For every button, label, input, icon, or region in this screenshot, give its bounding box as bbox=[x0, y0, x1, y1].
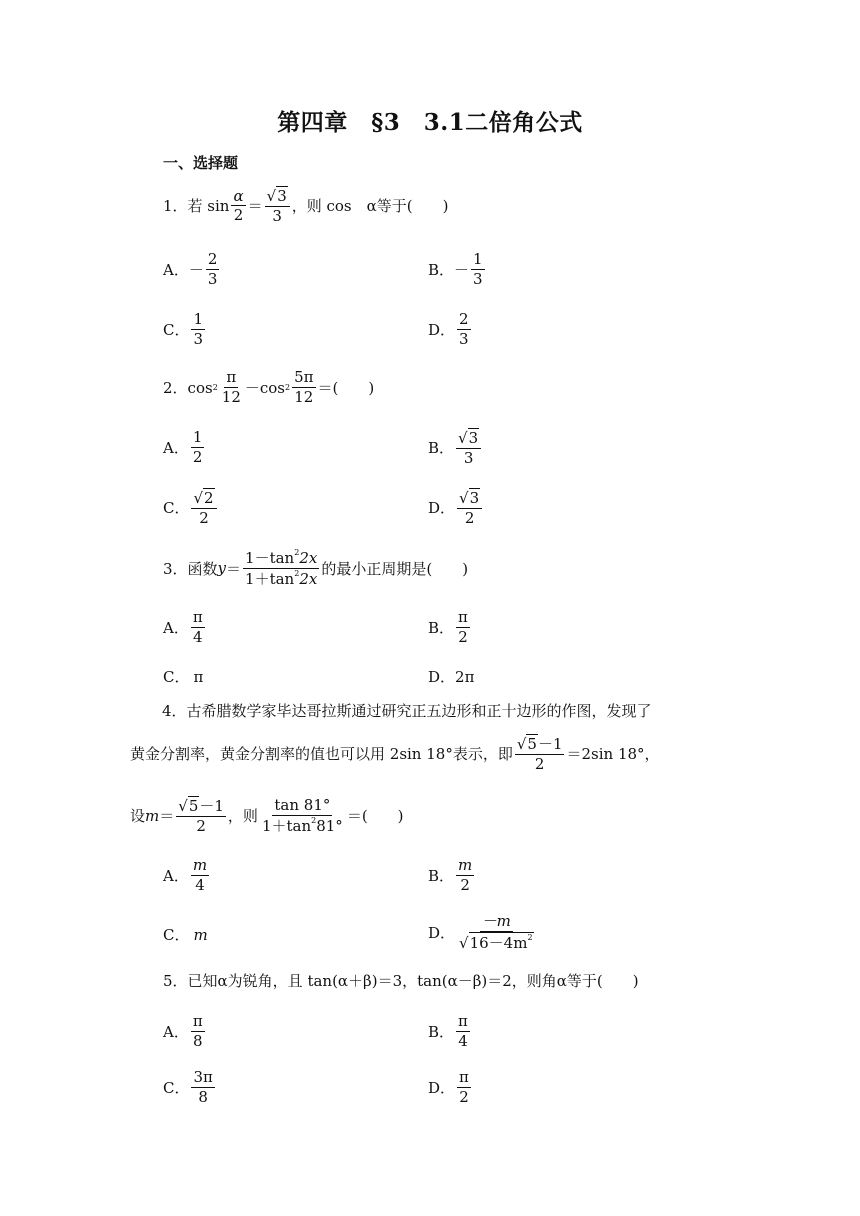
option-label: D． bbox=[428, 320, 456, 339]
q2-sup-2: 2 bbox=[285, 382, 291, 392]
question-2 bbox=[163, 368, 374, 407]
q2-sup-1: 2 bbox=[212, 382, 218, 392]
option-den: 2 bbox=[460, 875, 470, 894]
q4-option-c bbox=[163, 924, 208, 945]
q3-den-tail: 2x bbox=[299, 569, 318, 588]
q5-option-b bbox=[428, 1012, 472, 1051]
option-sign: － bbox=[454, 260, 470, 279]
option-num: 1 bbox=[193, 310, 204, 328]
q4-line3-var: m bbox=[145, 806, 160, 825]
q4-line3-fden-b: 81° bbox=[316, 816, 343, 835]
q4-line2-sqrt: 5 bbox=[527, 735, 537, 753]
option-sqrt: 2 bbox=[204, 489, 214, 507]
q2-f1-den: 12 bbox=[221, 387, 241, 406]
option-den: 2 bbox=[199, 508, 209, 527]
q3-option-b bbox=[428, 608, 472, 647]
option-den: 4 bbox=[195, 875, 205, 894]
q3-var: y bbox=[217, 559, 227, 578]
option-den: 2 bbox=[458, 627, 468, 646]
option-den: 2 bbox=[192, 447, 203, 466]
q3-eq: ＝ bbox=[226, 559, 242, 578]
q3-option-d bbox=[428, 666, 474, 687]
q3-den: 1＋tan bbox=[245, 569, 295, 588]
option-label: D． bbox=[428, 668, 456, 686]
option-label: B． bbox=[428, 1022, 455, 1041]
option-num: 1 bbox=[473, 250, 483, 268]
option-label: B． bbox=[428, 260, 455, 279]
option-den: 3 bbox=[207, 269, 218, 288]
option-num: π bbox=[459, 1068, 469, 1086]
option-label: D． bbox=[428, 499, 456, 518]
q1-frac-num: α bbox=[233, 186, 244, 205]
q3-suffix: 的最小正周期是( ) bbox=[321, 559, 469, 578]
option-num: m bbox=[192, 856, 208, 874]
option-label: C． bbox=[163, 320, 190, 339]
option-den: 8 bbox=[193, 1031, 203, 1050]
option-label: C． bbox=[163, 668, 190, 686]
option-label: C． bbox=[163, 1078, 190, 1097]
option-num: －m bbox=[481, 912, 511, 930]
q2-f2-den: 12 bbox=[294, 387, 314, 406]
section-heading: 一、选择题 bbox=[163, 154, 239, 172]
q5-option-a bbox=[163, 1012, 207, 1051]
q2-prefix: 2．cos bbox=[163, 378, 213, 397]
q1-suffix: ，则 cos α等于( ) bbox=[291, 197, 449, 216]
q3-num-tail: 2x bbox=[299, 549, 318, 567]
option-num: π bbox=[458, 1012, 468, 1030]
q4-line2-text: 黄金分割率，黄金分割率的值也可以用 2sin 18°表示，即 bbox=[130, 745, 513, 764]
q4-line2-tail: ＝2sin 18°， bbox=[566, 745, 660, 764]
option-num: 3π bbox=[193, 1068, 213, 1086]
option-text: m bbox=[193, 925, 208, 944]
q2-option-a bbox=[163, 428, 206, 467]
option-sqrt: 16－4m bbox=[469, 933, 528, 952]
q4-line3-then: ，则 bbox=[227, 807, 258, 826]
option-sqrt: 3 bbox=[469, 489, 480, 507]
q5-option-d bbox=[428, 1068, 473, 1107]
q2-minus: －cos bbox=[244, 378, 286, 397]
q2-option-d: D． √ 3 2 bbox=[428, 488, 484, 528]
option-label: A． bbox=[163, 866, 189, 885]
option-label: C． bbox=[163, 499, 190, 518]
q1-sqrt-fraction: √ 3 3 bbox=[265, 186, 290, 226]
option-num: 2 bbox=[459, 310, 469, 328]
option-sqrt-sup: 2 bbox=[527, 932, 533, 942]
q4-line3-sqrt: 5 bbox=[188, 797, 199, 815]
option-num: m bbox=[458, 856, 473, 874]
q5-option-c bbox=[163, 1068, 217, 1107]
q4-line3-text: 设 bbox=[130, 807, 146, 826]
option-den: 3 bbox=[473, 269, 483, 288]
q1-frac-den: 2 bbox=[233, 206, 244, 225]
question-5: 5．已知α为锐角，且 tan(α＋β)＝3，tan(α－β)＝2，则角α等于( ) bbox=[163, 972, 639, 990]
q4-option-b bbox=[428, 856, 476, 895]
option-den: 8 bbox=[198, 1087, 208, 1106]
option-num: 2 bbox=[207, 250, 218, 268]
option-text: π bbox=[193, 667, 204, 686]
q3-num: 1－tan bbox=[245, 549, 295, 567]
page-title: 第四章 §3 3.1二倍角公式 bbox=[277, 109, 583, 136]
option-num: 1 bbox=[192, 428, 203, 446]
question-1 bbox=[163, 186, 448, 226]
q3-prefix: 3．函数 bbox=[163, 559, 218, 578]
q1-fraction bbox=[231, 187, 245, 226]
q4-line-2: 黄金分割率，黄金分割率的值也可以用 2sin 18°表示，即 √ 5 －1 2 ＝2sin 18°， bbox=[130, 735, 660, 773]
q1-prefix: 1．若 sin bbox=[163, 197, 230, 216]
option-sqrt: 3 bbox=[468, 429, 479, 447]
option-den: 2 bbox=[464, 508, 475, 527]
q4-option-d: D． －m √ $16-4m^2$ bbox=[428, 912, 533, 952]
option-num: π bbox=[192, 608, 203, 626]
q1-option-c bbox=[163, 310, 207, 349]
q4-line2-num-tail: －1 bbox=[537, 735, 563, 753]
q4-line3-suffix: ＝( ) bbox=[346, 807, 404, 826]
q1-sqrt-arg: 3 bbox=[277, 187, 287, 205]
q4-option-a bbox=[163, 856, 211, 895]
option-den: 3 bbox=[459, 329, 469, 348]
q1-option-b bbox=[428, 250, 487, 289]
question-3 bbox=[163, 548, 468, 589]
q4-line3-den: 2 bbox=[196, 816, 206, 835]
q3-option-a bbox=[163, 608, 207, 647]
option-sign: － bbox=[188, 260, 204, 279]
option-text: 2π bbox=[455, 667, 475, 686]
option-label: C． bbox=[163, 926, 190, 944]
q2-f2-num: 5π bbox=[294, 368, 314, 386]
q1-option-d bbox=[428, 310, 473, 349]
q4-line3-num-tail: －1 bbox=[199, 797, 224, 815]
option-den: 3 bbox=[463, 448, 474, 467]
option-label: B． bbox=[428, 866, 455, 885]
q3-option-c bbox=[163, 666, 203, 687]
option-label: A． bbox=[163, 260, 189, 279]
q2-suffix: ＝( ) bbox=[317, 378, 375, 397]
option-den: 4 bbox=[193, 627, 203, 646]
option-den: 3 bbox=[193, 329, 204, 348]
q1-option-a bbox=[163, 250, 221, 289]
q4-line-1: 4．古希腊数学家毕达哥拉斯通过研究正五边形和正十边形的作图，发现了 bbox=[162, 702, 652, 720]
option-num: π bbox=[458, 608, 468, 626]
q2-f1-num: π bbox=[226, 368, 237, 386]
option-num: π bbox=[192, 1012, 203, 1030]
q4-line3-fnum: tan 81° bbox=[274, 796, 331, 814]
option-den: 4 bbox=[458, 1031, 468, 1050]
option-label: A． bbox=[163, 1022, 189, 1041]
q3-fraction: $\frac{1-\tan^22x}{1+\tan^22x}$ bbox=[245, 548, 318, 588]
q4-line3-eq: ＝ bbox=[159, 807, 175, 826]
q4-line3-fden-a: 1＋tan bbox=[261, 816, 312, 835]
q1-sqrt-den: 3 bbox=[272, 206, 282, 225]
q4-line-3: 设 m ＝ √ 5 －1 2 ，则 $\frac{\tan 81^\circ}{1+\tan^281^\circ}$ ＝( ) bbox=[130, 796, 404, 835]
option-label: A． bbox=[163, 618, 189, 637]
option-den: 2 bbox=[459, 1087, 469, 1106]
q1-eq: ＝ bbox=[247, 197, 263, 216]
option-label: B． bbox=[428, 618, 455, 637]
option-label: D． bbox=[428, 923, 456, 942]
option-label: B． bbox=[428, 439, 455, 458]
option-label: D． bbox=[428, 1078, 456, 1097]
q2-option-b: B． √ 3 3 bbox=[428, 428, 483, 468]
option-label: A． bbox=[163, 438, 189, 457]
q2-option-c: C． √ 2 2 bbox=[163, 488, 219, 528]
q4-line2-den: 2 bbox=[534, 754, 545, 773]
